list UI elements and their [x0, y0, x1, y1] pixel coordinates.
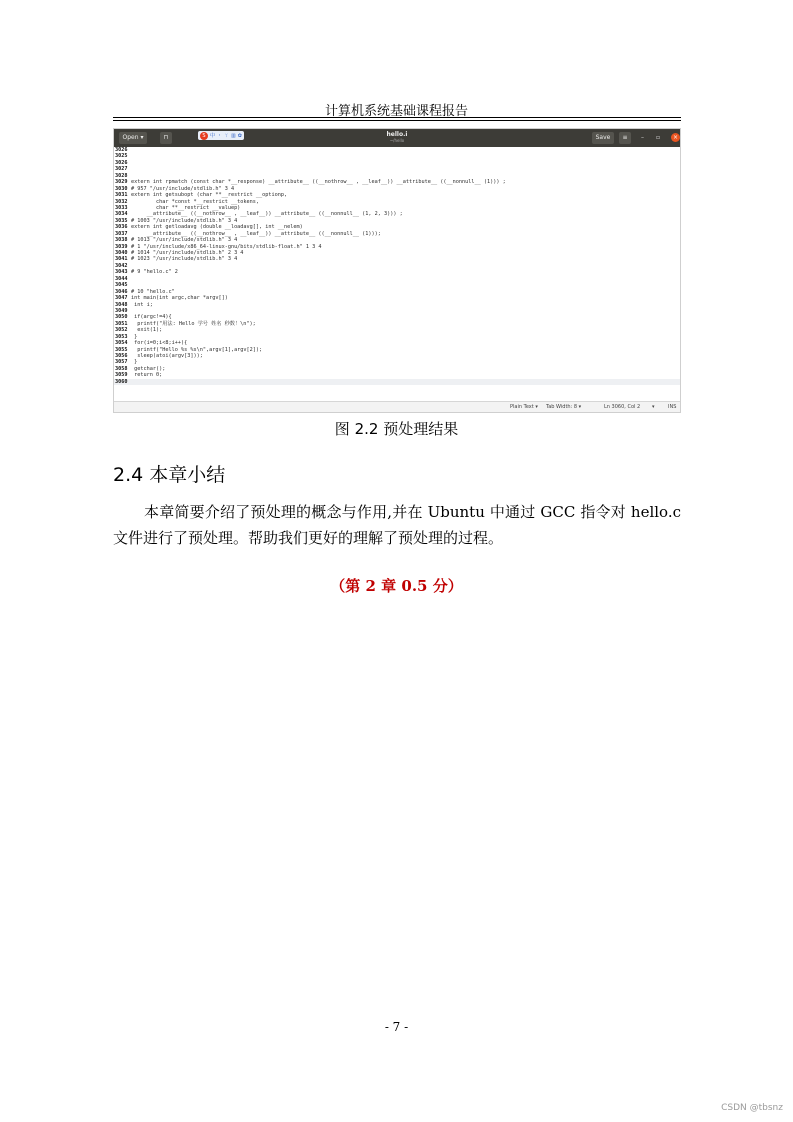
window-title: hello.i — [386, 131, 408, 138]
line-text: exit(1); — [131, 327, 163, 334]
line-text: __attribute__ ((__nothrow__ , __leaf__)) __attribute__ ((__nonnull__ (1, 2, 3))) ; — [131, 211, 403, 218]
editor-statusbar — [114, 401, 680, 412]
line-text: __attribute__ ((__nothrow__ , __leaf__)) __attribute__ ((__nonnull__ (1))); — [131, 230, 381, 237]
chevron-down-icon: ▾ — [140, 134, 144, 141]
line-text: # 957 "/usr/include/stdlib.h" 3 4 — [131, 185, 235, 192]
window-subtitle: ~/hello — [389, 138, 405, 143]
line-text: } — [131, 359, 138, 366]
line-number: 3056 — [115, 353, 128, 359]
line-number: 3046 — [115, 288, 128, 295]
line-text: char *const *__restrict __tokens, — [131, 198, 260, 205]
hamburger-icon: ≡ — [622, 134, 628, 141]
save-label: Save — [595, 134, 611, 141]
line-number: 3044 — [115, 275, 128, 282]
line-number: 3030 — [115, 185, 128, 192]
figure-caption: 图 2.2 预处理结果 — [334, 420, 459, 438]
header-rule — [113, 117, 681, 118]
code-view[interactable] — [114, 147, 680, 403]
open-label: Open — [122, 134, 139, 141]
ime-keyboard-icon[interactable]: ▥ — [231, 132, 236, 139]
line-number: 3037 — [115, 230, 128, 237]
line-number: 3031 — [115, 192, 128, 199]
sogou-logo-icon[interactable]: S — [200, 132, 208, 140]
line-text: # 1014 "/usr/include/stdlib.h" 2 3 4 — [131, 250, 244, 256]
ime-mode-icon[interactable]: 中 — [210, 132, 216, 139]
line-text: int i; — [131, 301, 153, 308]
header-title: 计算机系统基础课程报告 — [324, 104, 468, 119]
line-number: 3049 — [115, 307, 128, 314]
line-number: 3055 — [115, 346, 128, 353]
section-heading: 2.4 本章小结 — [113, 464, 226, 486]
maximize-icon[interactable]: ▫ — [656, 134, 661, 141]
line-number: 3054 — [115, 340, 128, 347]
line-number: 3027 — [115, 166, 128, 173]
line-text: for(i=0;i<8;i++){ — [131, 340, 188, 347]
line-number: 3050 — [115, 314, 128, 321]
save-button[interactable] — [592, 132, 614, 144]
line-number: 3043 — [115, 269, 128, 276]
line-number: 3035 — [115, 217, 128, 224]
line-number: 3053 — [115, 333, 128, 340]
line-number: 3029 — [115, 179, 128, 186]
line-number: 3040 — [115, 250, 128, 256]
line-number: 3045 — [115, 282, 128, 289]
ime-voice-icon[interactable]: ㄚ — [224, 132, 230, 139]
close-icon[interactable]: × — [672, 134, 679, 141]
line-number: 3057 — [115, 359, 128, 366]
line-text: if(argc!=4){ — [131, 314, 172, 321]
line-number: 3032 — [115, 198, 128, 205]
ime-punct-icon[interactable]: ・ — [217, 132, 223, 139]
ime-skin-icon[interactable]: ✿ — [237, 132, 242, 139]
page-number: - 7 - — [384, 1020, 409, 1034]
line-text: printf("用法: Hello 学号 姓名 秒数！\n"); — [131, 320, 256, 327]
chapter-score: （第 2 章 0.5 分） — [330, 577, 463, 595]
line-number: 3028 — [115, 172, 128, 179]
line-text: extern int getsubopt (char **__restrict __optionp, — [131, 192, 288, 199]
line-text: # 9 "hello.c" 2 — [131, 269, 178, 276]
line-number: 3038 — [115, 237, 128, 244]
line-number: 3026 — [115, 147, 128, 153]
code-line[interactable] — [114, 379, 680, 385]
summary-paragraph: 本章简要介绍了预处理的概念与作用,并在 Ubuntu 中通过 GCC 指令对 hello.c 文件进行了预处理。帮助我们更好的理解了预处理的过程。 — [113, 503, 681, 547]
line-number: 3025 — [115, 153, 128, 160]
line-number: 3041 — [115, 256, 128, 263]
line-text: # 1023 "/usr/include/stdlib.h" 3 4 — [131, 256, 238, 263]
line-text: extern int getloadavg (double __loadavg[], int __nelem) — [131, 224, 303, 231]
line-text: extern int rpmatch (const char *__response) __attribute__ ((__nothrow__ , __leaf__)) __attribute__ ((__nonnull__ (1))) ; — [131, 179, 506, 186]
editor-headerbar — [114, 129, 680, 147]
line-text: return 0; — [131, 372, 163, 379]
line-text: # 1003 "/usr/include/stdlib.h" 3 4 — [131, 217, 238, 224]
line-number: 3042 — [115, 262, 128, 269]
line-text: # 1 "/usr/include/x86_64-linux-gnu/bits/stdlib-float.h" 1 3 4 — [131, 243, 322, 250]
line-text: # 10 "hello.c" — [131, 288, 175, 295]
line-number: 3048 — [115, 301, 128, 308]
language-selector[interactable]: Plain Text ▾ — [510, 404, 538, 410]
line-text: sleep(atoi(argv[3])); — [131, 353, 203, 359]
line-text: getchar(); — [131, 365, 166, 372]
minimize-icon[interactable]: – — [641, 134, 644, 141]
line-text: char **__restrict __valuep) — [131, 204, 241, 211]
line-text: printf("Hello %s %s\n",argv[1],argv[2]); — [131, 346, 263, 353]
line-number: 3058 — [115, 365, 128, 372]
line-number: 3036 — [115, 224, 128, 231]
line-number: 3039 — [115, 243, 128, 250]
watermark: CSDN @tbsnz — [721, 1103, 783, 1113]
line-number: 3033 — [115, 204, 128, 211]
chevron-down-icon: ▾ — [652, 404, 655, 410]
line-number: 3047 — [115, 295, 128, 302]
menu-button[interactable] — [619, 132, 631, 144]
insert-mode: INS — [668, 404, 677, 410]
tab-width-selector[interactable]: Tab Width: 8 ▾ — [546, 404, 582, 410]
line-number: 3059 — [115, 372, 128, 379]
header-rule-thin — [113, 120, 681, 121]
line-text: # 1013 "/usr/include/stdlib.h" 3 4 — [131, 237, 238, 244]
line-number: 3051 — [115, 320, 128, 327]
cursor-position[interactable]: Ln 3060, Col 2 — [604, 404, 641, 410]
line-number: 3060 — [115, 378, 128, 385]
line-number: 3034 — [115, 211, 128, 218]
line-number: 3026 — [115, 159, 128, 166]
line-text: int main(int argc,char *argv[]) — [131, 295, 228, 302]
line-text: } — [131, 333, 138, 340]
new-tab-icon: ⊓ — [163, 134, 169, 141]
line-number: 3052 — [115, 327, 128, 334]
editor-screenshot — [113, 128, 681, 413]
